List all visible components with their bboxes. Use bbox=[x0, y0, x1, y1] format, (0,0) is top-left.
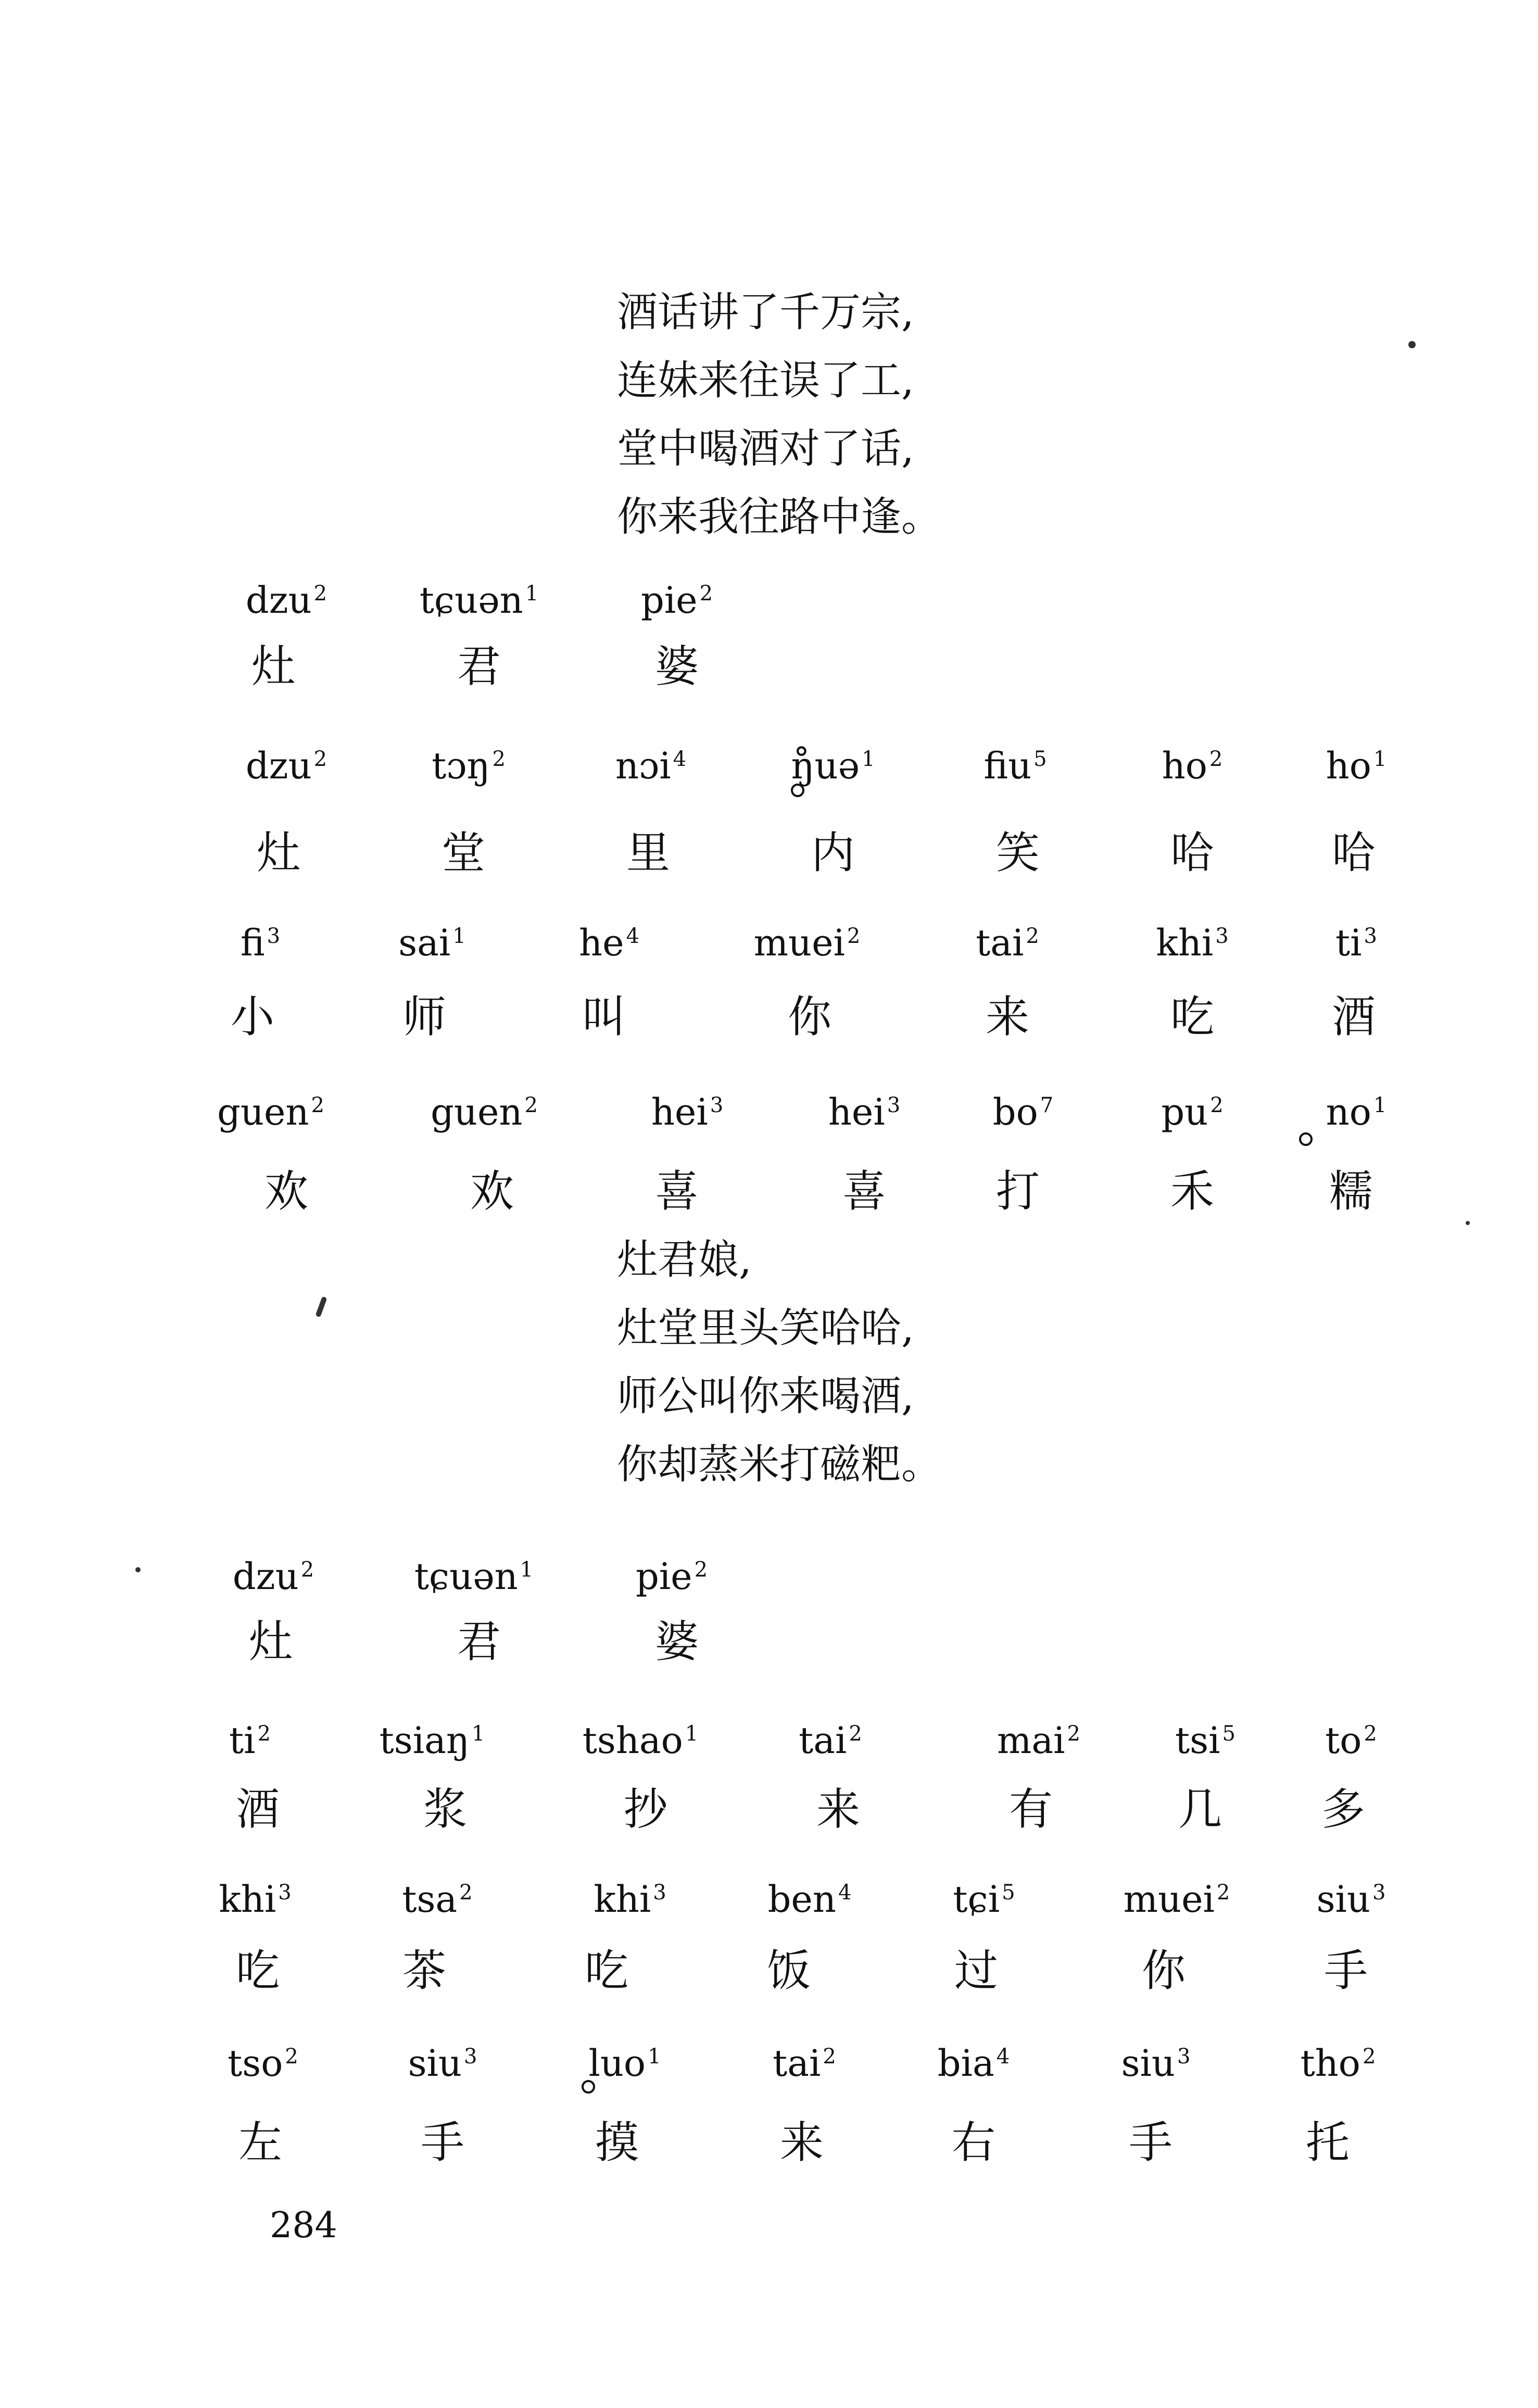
verse-line: 灶堂里头笑哈哈, bbox=[617, 1305, 914, 1352]
phonetic-syllable: to $^2$ bbox=[1325, 1719, 1377, 1762]
phonetic-syllable: ti $^3$ bbox=[1335, 922, 1377, 964]
character: 欢 bbox=[470, 1166, 514, 1217]
phonetic-syllable: fiu $^5$ bbox=[984, 745, 1047, 787]
character: 笑 bbox=[995, 827, 1040, 878]
phonetic-syllable: bia $^4$ bbox=[937, 2042, 1010, 2085]
phonetic-syllable: tsa $^2$ bbox=[402, 1878, 473, 1921]
phonetic-syllable: dzu $^2$ bbox=[245, 745, 327, 787]
phonetic-syllable: sai $^1$ bbox=[398, 922, 466, 964]
verse-line: 你来我往路中逢。 bbox=[617, 494, 942, 540]
character: 吃 bbox=[1170, 991, 1214, 1042]
phonetic-syllable: khi $^3$ bbox=[1156, 922, 1229, 964]
phonetic-syllable: tsi $^5$ bbox=[1175, 1719, 1236, 1762]
verse-2 bbox=[617, 1226, 942, 1499]
character: 叫 bbox=[582, 991, 626, 1042]
character: 你 bbox=[1141, 1945, 1186, 1996]
character: 小 bbox=[230, 991, 274, 1042]
character: 来 bbox=[779, 2117, 824, 2168]
phonetic-syllable: no $^1$ bbox=[1326, 1091, 1387, 1133]
phonetic-syllable: siu $^3$ bbox=[1121, 2042, 1191, 2085]
character: 哈 bbox=[1170, 827, 1214, 878]
scan-speck bbox=[315, 1296, 327, 1317]
character: 浆 bbox=[423, 1784, 467, 1835]
phonetic-syllable: siu $^3$ bbox=[408, 2042, 477, 2085]
character: 酒 bbox=[1331, 991, 1376, 1042]
phonetic-syllable: bo $^7$ bbox=[992, 1091, 1054, 1133]
character: 婆 bbox=[654, 641, 699, 692]
character: 禾 bbox=[1170, 1166, 1214, 1217]
character: 酒 bbox=[235, 1784, 280, 1835]
verse-line: 酒话讲了千万宗, bbox=[617, 289, 914, 336]
phonetic-syllable: guen $^2$ bbox=[217, 1091, 324, 1133]
phonetic-syllable: ti $^2$ bbox=[229, 1719, 271, 1762]
phonetic-syllable: pu $^2$ bbox=[1161, 1091, 1224, 1133]
character: 堂 bbox=[441, 827, 485, 878]
verse-line: 堂中喝酒对了话, bbox=[617, 425, 914, 472]
character: 手 bbox=[1128, 2117, 1173, 2168]
phonetic-syllable: khi $^3$ bbox=[594, 1878, 666, 1921]
page-number: 284 bbox=[270, 2205, 337, 2246]
character: 手 bbox=[1323, 1945, 1368, 1996]
character: 托 bbox=[1305, 2117, 1350, 2168]
phonetic-syllable: ben $^4$ bbox=[767, 1878, 852, 1921]
phonetic-syllable: mai $^2$ bbox=[997, 1719, 1080, 1762]
character: 里 bbox=[626, 827, 670, 878]
verse-line: 灶君娘, bbox=[617, 1237, 752, 1283]
character: 摸 bbox=[595, 2117, 639, 2168]
character: 喜 bbox=[842, 1166, 886, 1217]
character: 灶 bbox=[251, 641, 295, 692]
character: 右 bbox=[951, 2117, 995, 2168]
verse-1 bbox=[617, 279, 942, 551]
character: 来 bbox=[816, 1784, 860, 1835]
character: 哈 bbox=[1331, 827, 1376, 878]
character: 内 bbox=[811, 827, 855, 878]
character: 你 bbox=[787, 991, 831, 1042]
verse-line: 师公叫你来喝酒, bbox=[617, 1373, 914, 1420]
verse-line: 连妹来往误了工, bbox=[617, 357, 914, 404]
phonetic-syllable: fi $^3$ bbox=[240, 922, 281, 964]
verse-line: 你却蒸米打磁粑。 bbox=[617, 1441, 942, 1488]
phonetic-syllable: tshao $^1$ bbox=[582, 1719, 699, 1762]
phonetic-syllable: tho $^2$ bbox=[1300, 2042, 1376, 2085]
scan-speck bbox=[1408, 341, 1416, 348]
phonetic-syllable: khi $^3$ bbox=[219, 1878, 292, 1921]
phonetic-syllable: tai $^2$ bbox=[773, 2042, 836, 2085]
phonetic-syllable: dzu $^2$ bbox=[232, 1555, 314, 1598]
character: 有 bbox=[1008, 1784, 1053, 1835]
phonetic-syllable: ho $^1$ bbox=[1326, 745, 1387, 787]
phonetic-syllable: pie $^2$ bbox=[640, 579, 713, 622]
phonetic-syllable: siu $^3$ bbox=[1316, 1878, 1386, 1921]
voiceless-mark bbox=[791, 784, 804, 797]
character: 手 bbox=[420, 2117, 464, 2168]
phonetic-syllable: tai $^2$ bbox=[799, 1719, 862, 1762]
character: 饭 bbox=[766, 1945, 811, 1996]
character: 打 bbox=[995, 1166, 1040, 1217]
character: 抄 bbox=[623, 1784, 667, 1835]
phonetic-syllable: hei $^3$ bbox=[828, 1091, 901, 1133]
phonetic-syllable: dzu $^2$ bbox=[245, 579, 327, 622]
phonetic-syllable: tai $^2$ bbox=[976, 922, 1039, 964]
character: 糯 bbox=[1329, 1166, 1373, 1217]
character: 几 bbox=[1178, 1784, 1222, 1835]
character: 吃 bbox=[235, 1945, 280, 1996]
phonetic-syllable: muei $^2$ bbox=[1123, 1878, 1230, 1921]
phonetic-syllable: tso $^2$ bbox=[228, 2042, 298, 2085]
scan-speck bbox=[1466, 1221, 1470, 1225]
phonetic-syllable: he $^4$ bbox=[579, 922, 639, 964]
character: 来 bbox=[985, 991, 1029, 1042]
phonetic-syllable: guen $^2$ bbox=[431, 1091, 538, 1133]
voiceless-mark bbox=[1299, 1132, 1313, 1146]
phonetic-syllable: tsiaŋ $^1$ bbox=[379, 1719, 485, 1762]
phonetic-syllable: pie $^2$ bbox=[635, 1555, 708, 1598]
phonetic-syllable: tɔŋ $^2$ bbox=[432, 745, 506, 787]
phonetic-syllable: tɕi $^5$ bbox=[953, 1878, 1015, 1921]
character: 欢 bbox=[264, 1166, 308, 1217]
phonetic-syllable: hei $^3$ bbox=[651, 1091, 724, 1133]
scan-speck bbox=[135, 1567, 141, 1572]
phonetic-syllable: tɕuən $^1$ bbox=[419, 579, 539, 622]
phonetic-syllable: nɔi $^4$ bbox=[615, 745, 687, 787]
character: 君 bbox=[457, 641, 501, 692]
character: 茶 bbox=[402, 1945, 446, 1996]
character: 师 bbox=[402, 991, 446, 1042]
phonetic-syllable: luo $^1$ bbox=[588, 2042, 661, 2085]
phonetic-syllable: ho $^2$ bbox=[1162, 745, 1223, 787]
phonetic-syllable: tɕuən $^1$ bbox=[414, 1555, 534, 1598]
character: 喜 bbox=[654, 1166, 699, 1217]
character: 灶 bbox=[248, 1616, 293, 1667]
character: 左 bbox=[238, 2117, 282, 2168]
character: 婆 bbox=[654, 1616, 699, 1667]
phonetic-syllable: ŋ̊uə $^1$ bbox=[791, 745, 875, 787]
character: 灶 bbox=[256, 827, 300, 878]
character: 过 bbox=[954, 1945, 998, 1996]
character: 君 bbox=[457, 1616, 501, 1667]
phonetic-syllable: muei $^2$ bbox=[753, 922, 861, 964]
voiceless-mark bbox=[582, 2080, 595, 2094]
character: 多 bbox=[1321, 1784, 1365, 1835]
character: 吃 bbox=[584, 1945, 628, 1996]
